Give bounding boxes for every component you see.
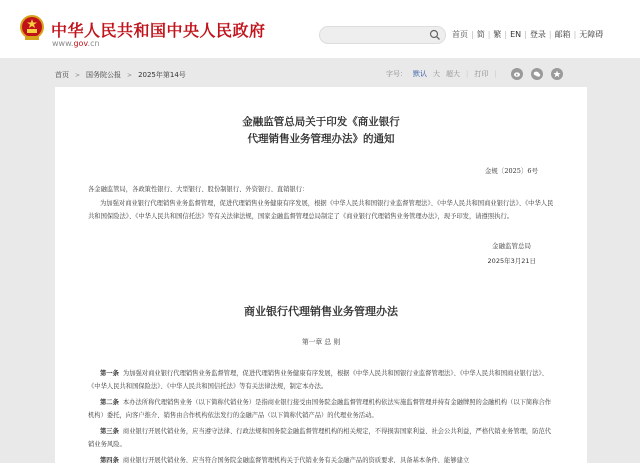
font-size-large[interactable]: 大 [433,70,440,78]
article-item [88,396,554,423]
font-size-default[interactable]: 默认 [413,70,427,78]
print-button[interactable]: 打印 [474,70,489,78]
chevron-right-icon: > [127,71,133,79]
divider: | [471,30,474,39]
chapter-heading: 第一章 总 则 [301,338,341,346]
breadcrumb-home[interactable]: 首页 [55,71,69,79]
article-label: 第二条 [100,399,119,406]
weibo-share-icon[interactable] [511,68,523,80]
breadcrumb-gazette[interactable]: 国务院公报 [86,71,122,79]
divider: | [504,30,508,39]
link-english[interactable]: EN [510,30,522,39]
article-label: 第一条 [100,370,119,377]
url-gov: gov [73,39,88,48]
link-home[interactable]: 首页 [452,30,468,39]
breadcrumb-bar [0,63,640,87]
font-size-xlarge[interactable]: 超大 [446,70,460,78]
link-simplified[interactable]: 简 [476,30,485,39]
article-item [88,425,554,452]
divider: | [524,30,527,39]
link-accessibility[interactable]: 无障碍 [579,30,604,39]
qzone-share-icon[interactable] [551,68,563,80]
notice-title-line1: 金融监管总局关于印发《商业银行 [242,116,400,128]
article-text: 本办法所称代理销售业务（以下简称代销业务）是指商业银行接受由国务院金融监督管理机构依法实施监督管理并持有金融牌照的金融机构（以下简称合作机构）委托，向客户推介、销售由合作机构依法发行的金融产品（以下简称代销产品）的代理业务活动。 [88,399,552,420]
article-content [55,87,587,463]
divider: | [573,30,577,39]
breadcrumb-issue[interactable]: 2025年第14号 [138,71,186,79]
divider: | [466,70,469,78]
url-suffix: .cn [87,39,100,48]
document-number: 金规〔2025〕6号 [484,167,538,175]
article-text: 为加强对商业银行代理销售业务监督管理，促进代理销售业务健康有序发展，根据《中华人民共和国银行业监督管理法》、《中华人民共和国商业银行法》、《中华人民共和国保险法》、《中华人民共和国信托法》等有关法律法规，制定本办法。 [88,370,548,391]
article-text: 商业银行开展代销业务，应当符合国务院金融监督管理机构关于代销业务有关金融产品的资质要求，具备基本条件，能够建立 [122,457,470,463]
breadcrumb [55,70,186,80]
notice-title-line2: 代理销售业务管理办法》的通知 [247,133,395,145]
wechat-share-icon[interactable] [531,68,543,80]
article-text: 商业银行开展代销业务，应当遵守法律、行政法规和国务院金融监督管理机构的相关规定，不得损害国家利益、社会公共利益，严格代销业务管理，防范代销业务风险。 [88,428,552,449]
chevron-right-icon: > [75,71,81,79]
site-url[interactable] [52,39,100,48]
article-item [88,367,554,394]
link-mailbox[interactable]: 邮箱 [554,30,571,39]
divider: | [487,30,491,39]
site-title[interactable]: 中华人民共和国中央人民政府 [51,21,266,40]
search-icon[interactable] [429,29,441,41]
site-header [0,0,640,58]
sign-date: 2025年3月21日 [487,257,536,265]
notice-paragraph: 为加强对商业银行代理销售业务监督管理，促进代理销售业务健康有序发展，根据《中华人民共和国银行业监督管理法》、《中华人民共和国商业银行法》、《中华人民共和国保险法》、《中华人民共和国信托法》等有关法律法规，国家金融监督管理总局制定了《商业银行代理销售业务管理办法》，现予印发，请遵照执行。 [88,200,554,221]
notice-title [55,114,587,148]
article-label: 第三条 [100,428,119,435]
font-size-label: 字号： [386,70,407,78]
national-emblem-icon[interactable] [19,14,45,42]
article-item [88,454,554,463]
top-links [452,29,603,40]
signer: 金融监管总局 [492,242,531,250]
url-prefix: www. [52,39,74,48]
article-label: 第四条 [100,457,119,463]
search-input[interactable] [319,26,446,44]
salutation: 各金融监管局，各政策性银行、大型银行、股份制银行、外资银行、直销银行： [88,186,309,193]
divider: | [494,70,497,78]
page-tools [386,68,563,80]
link-traditional[interactable]: 繁 [493,30,502,39]
divider: | [548,30,552,39]
link-login[interactable]: 登录 [529,30,546,39]
regulation-title: 商业银行代理销售业务管理办法 [244,305,398,318]
